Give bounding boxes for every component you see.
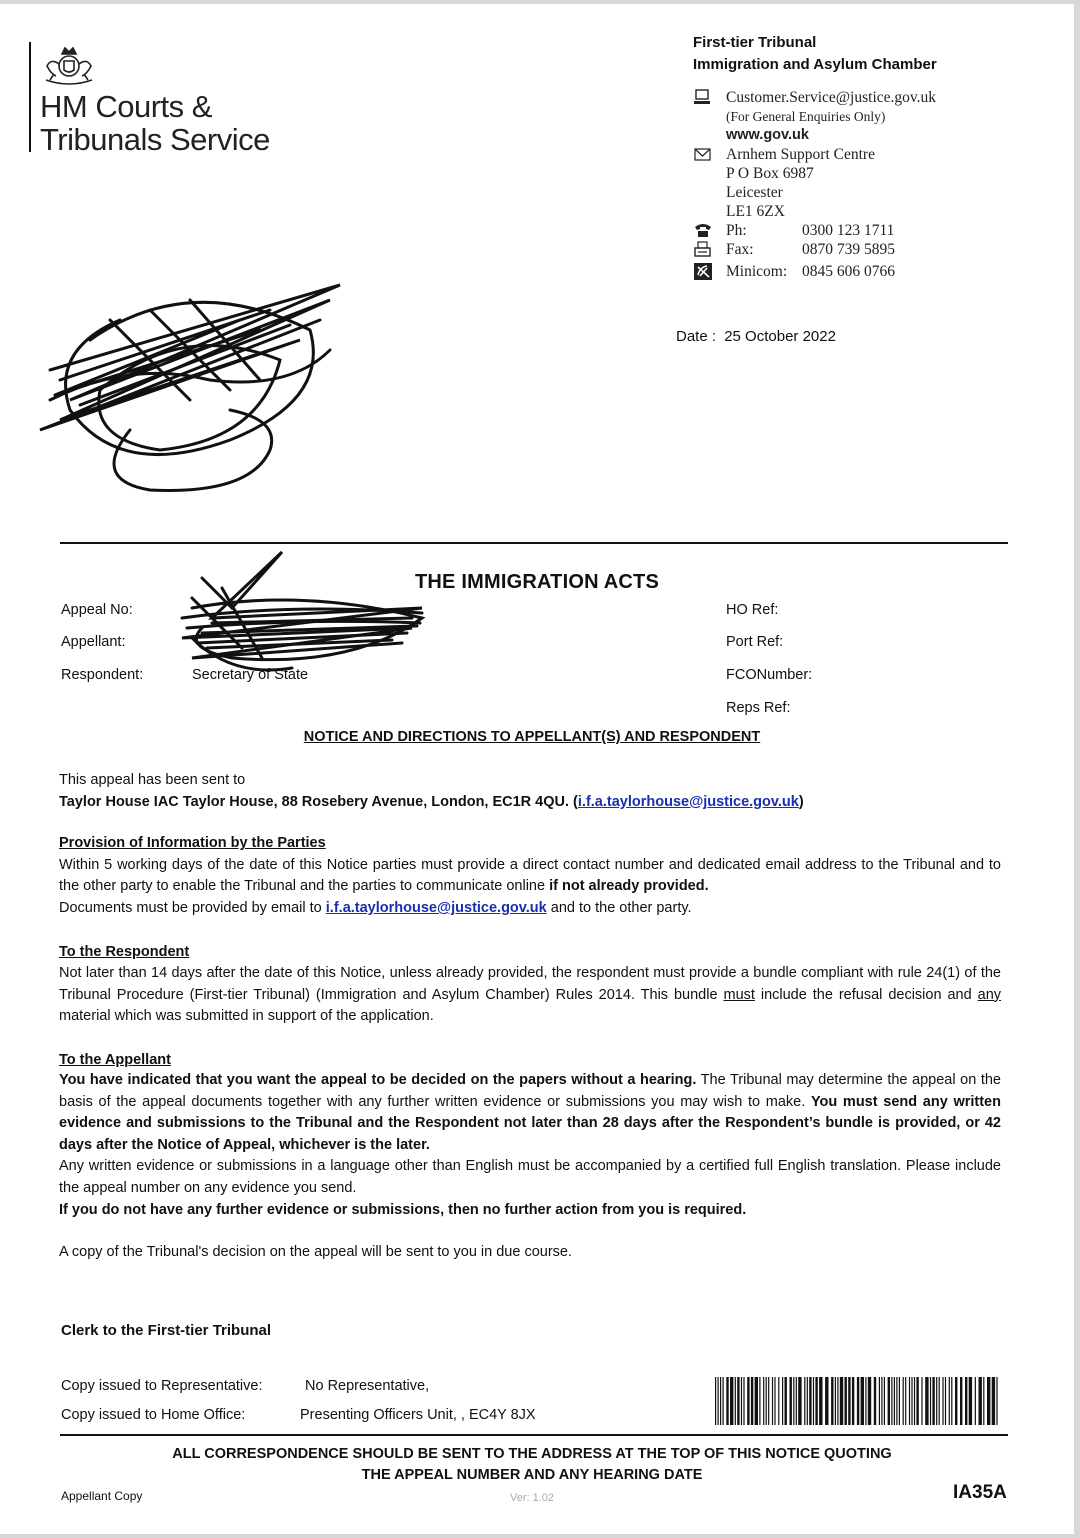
documents-paragraph: Documents must be provided by email to i.f.a.taylorhouse@justice.gov.uk and to the other party. xyxy=(59,899,692,916)
respondent-label: Respondent: xyxy=(61,667,144,683)
fax-icon xyxy=(693,241,713,258)
appellant-redaction-scribble xyxy=(172,548,430,682)
port-ref-label: Port Ref: xyxy=(726,634,784,650)
phone-number[interactable]: 0300 123 1711 xyxy=(802,222,895,239)
decision-paragraph: A copy of the Tribunal's decision on the appeal will be sent to you in due course. xyxy=(59,1244,573,1261)
copy-rep-value: No Representative, xyxy=(305,1378,430,1394)
minicom-icon xyxy=(693,263,713,280)
appellant-copy-label: Appellant Copy xyxy=(61,1489,143,1503)
form-code: IA35A xyxy=(953,1482,1007,1503)
provision-paragraph: Within 5 working days of the date of this Notice parties must provide a direct contact number and dedicated email address to the Tribunal and to the other party to enable the Tribunal and the parties to communicate online if not already provided. xyxy=(59,856,1001,895)
tribunal-line-2: Immigration and Asylum Chamber xyxy=(693,56,937,73)
hearing-centre-email-link[interactable]: i.f.a.taylorhouse@justice.gov.uk xyxy=(577,793,799,810)
notice-date xyxy=(676,328,836,345)
notice-heading: NOTICE AND DIRECTIONS TO APPELLANT(S) AND RESPONDENT xyxy=(303,729,761,745)
notice-body xyxy=(59,770,1001,1264)
appeal-no-label: Appeal No: xyxy=(61,602,133,618)
logo-divider xyxy=(29,42,31,152)
contact-address-line-1: Arnhem Support Centre xyxy=(693,145,1033,164)
document-title: THE IMMIGRATION ACTS xyxy=(415,571,659,593)
intro-line-2: Taylor House IAC Taylor House, 88 Rosebery Avenue, London, EC1R 4QU. (i.f.a.taylorhouse@justice.gov.uk) xyxy=(59,793,804,810)
clerk-signature: Clerk to the First-tier Tribunal xyxy=(61,1322,272,1339)
appellant-heading: To the Appellant xyxy=(59,1051,171,1068)
appellant-paragraph-1: You have indicated that you want the appeal to be decided on the papers without a hearing. The Tribunal may determine the appeal on the basis of the appeal documents together with any further written evidence or submissions you may wish to make. You must send any written evidence and submissions to the Tribunal and the Respondent not later than 28 days after the Respondent’s bundle is provided, or 42 days after the Notice of Appeal, whichever is the later. xyxy=(59,1071,1001,1153)
fco-number-label: FCONumber: xyxy=(726,667,813,683)
phone-label: Ph: xyxy=(726,222,747,239)
version-label: Ver: 1.02 xyxy=(510,1492,555,1504)
documents-email-link[interactable]: i.f.a.taylorhouse@justice.gov.uk xyxy=(325,899,547,916)
appellant-paragraph-3: If you do not have any further evidence or submissions, then no further action from you is required. xyxy=(59,1201,747,1218)
org-name-line-2: Tribunals Service xyxy=(40,122,270,157)
contact-website[interactable]: www.gov.uk xyxy=(726,127,809,143)
reps-ref-label: Reps Ref: xyxy=(726,700,791,716)
correspondence-line-2: THE APPEAL NUMBER AND ANY HEARING DATE xyxy=(361,1467,703,1483)
correspondence-notice xyxy=(0,1444,1064,1486)
correspondence-line-1: ALL CORRESPONDENCE SHOULD BE SENT TO THE ADDRESS AT THE TOP OF THIS NOTICE QUOTING xyxy=(172,1446,892,1462)
barcode-icon xyxy=(715,1377,999,1425)
organisation-name xyxy=(40,90,270,156)
date-label: Date : xyxy=(676,328,717,345)
telephone-icon xyxy=(693,222,713,239)
contact-block xyxy=(693,88,1033,281)
tribunal-line-1: First-tier Tribunal xyxy=(693,34,817,51)
minicom-number: 0845 606 0766 xyxy=(802,263,895,280)
intro-line-1: This appeal has been sent to xyxy=(59,772,246,788)
header-divider xyxy=(60,542,1008,544)
contact-address-line-4: LE1 6ZX xyxy=(726,203,785,220)
respondent-paragraph: Not later than 14 days after the date of this Notice, unless already provided, the respondent must provide a bundle compliant with rule 24(1) of the Tribunal Procedure (First-tier Tribunal) (Immigration and Asylum Chamber) Rules 2014. This bundle must include the refusal decision and any material which was submitted in support of the application. xyxy=(59,965,1002,1025)
contact-minicom-row xyxy=(693,262,1033,281)
minicom-label: Minicom: xyxy=(726,263,788,280)
copy-ho-label: Copy issued to Home Office: xyxy=(61,1407,246,1423)
fax-number: 0870 739 5895 xyxy=(802,241,895,258)
envelope-icon xyxy=(693,146,713,163)
fax-label: Fax: xyxy=(726,241,754,258)
contact-address-line-2: P O Box 6987 xyxy=(726,165,814,182)
respondent-heading: To the Respondent xyxy=(59,943,190,960)
ho-ref-label: HO Ref: xyxy=(726,602,779,618)
tribunal-heading xyxy=(693,32,937,76)
appellant-label: Appellant: xyxy=(61,634,126,650)
org-name-line-1: HM Courts & xyxy=(40,89,212,124)
contact-email-row xyxy=(693,88,1033,107)
hearing-centre-address: Taylor House IAC Taylor House, 88 Rosebery Avenue, London, EC1R 4QU. ( xyxy=(59,793,578,810)
contact-email-note: (For General Enquiries Only) xyxy=(726,109,886,124)
contact-email[interactable]: Customer.Service@justice.gov.uk xyxy=(726,89,936,106)
date-value: 25 October 2022 xyxy=(724,328,836,345)
document-page xyxy=(0,4,1074,1534)
royal-crest-icon xyxy=(40,44,98,86)
address-redaction-scribble xyxy=(30,280,350,500)
footer-divider xyxy=(60,1434,1008,1436)
appellant-paragraph-2: Any written evidence or submissions in a language other than English must be accompanied by a certified full English translation. Please include the appeal number on any evidence you send. xyxy=(59,1158,1001,1196)
contact-fax-row xyxy=(693,240,1033,259)
copy-rep-label: Copy issued to Representative: xyxy=(61,1378,263,1394)
copy-ho-value: Presenting Officers Unit, , EC4Y 8JX xyxy=(300,1407,536,1423)
provision-heading: Provision of Information by the Parties xyxy=(59,835,326,852)
contact-address-line-3: Leicester xyxy=(726,184,783,201)
respondent-value: Secretary of State xyxy=(192,667,309,683)
contact-phone-row xyxy=(693,221,1033,240)
computer-icon xyxy=(693,89,713,106)
